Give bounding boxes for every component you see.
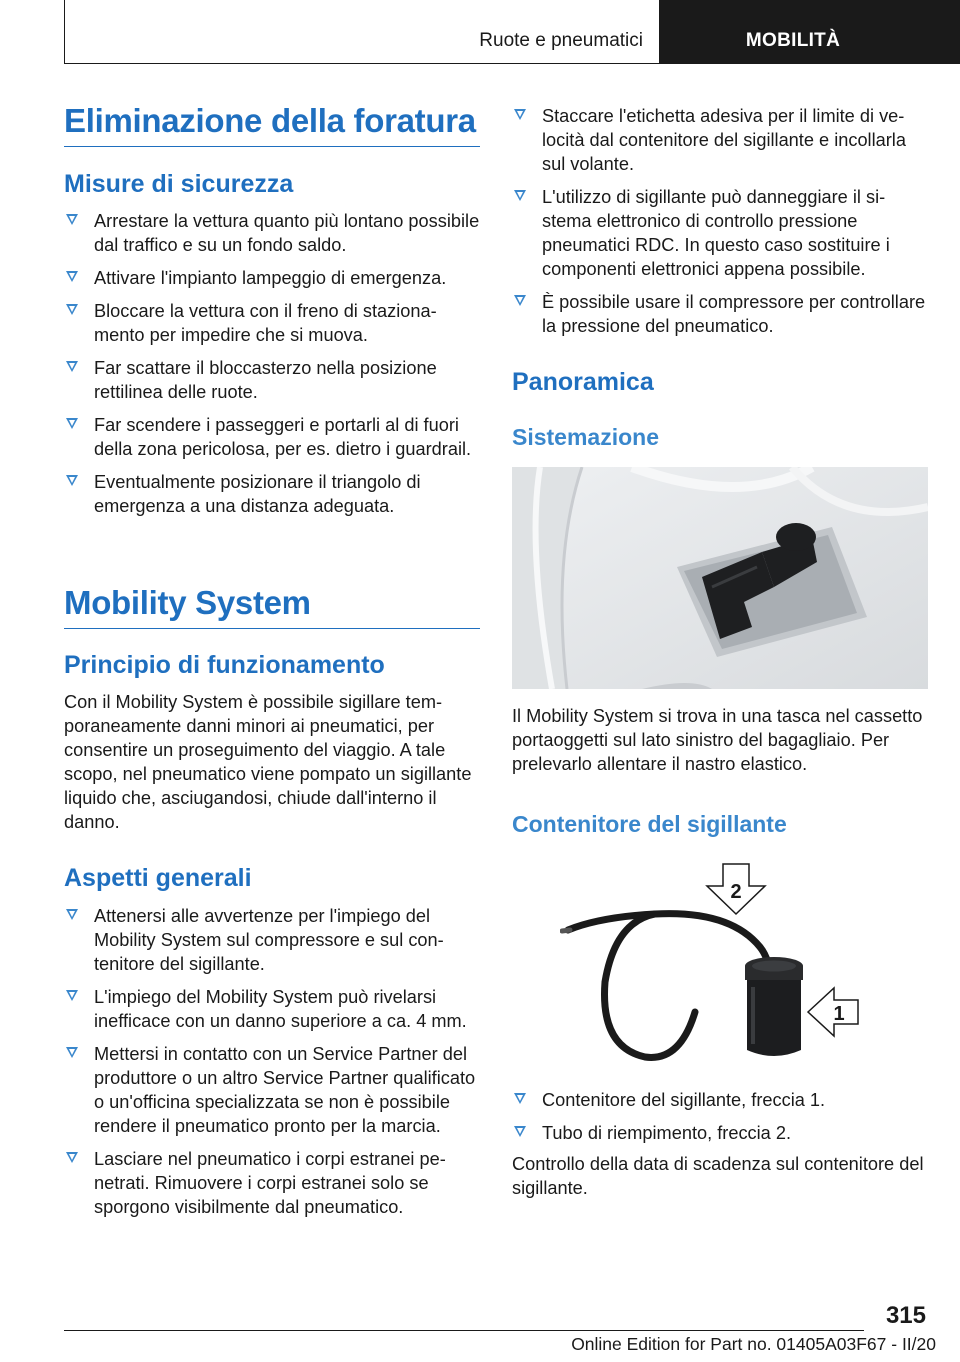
subheading-sicurezza: Misure di sicurezza [64, 170, 294, 198]
section-title: Ruote e pneumatici [479, 30, 643, 51]
bullet-triangle-icon [66, 214, 78, 225]
bullet-triangle-icon [66, 418, 78, 429]
storage-compartment-photo [512, 467, 928, 689]
subheading-contenitore: Contenitore del sigillante [512, 811, 787, 837]
bullet-triangle-icon [514, 295, 526, 306]
svg-text:2: 2 [730, 881, 742, 903]
list-item: Bloccare la vettura con il freno di stazionamento per impedire che si muova. [64, 299, 480, 347]
container-list [512, 1088, 928, 1154]
list-item: L'impiego del Mobility System può rivelarsi inefficace con un danno superiore a ca. 4 mm. [64, 985, 480, 1033]
bullet-triangle-icon [514, 109, 526, 120]
safety-list [64, 209, 480, 527]
list-item: Attenersi alle avvertenze per l'impiego del Mobility System sul compressore e sul contenitore del sigillante. [64, 904, 480, 976]
list-item: Staccare l'etichetta adesiva per il limite di velocità dal contenitore del sigillante e incollarla sul volante. [512, 104, 928, 176]
section-heading-foratura: Eliminazione della foratura [64, 102, 480, 147]
header-frame [64, 0, 660, 64]
principle-paragraph: Con il Mobility System è possibile sigillare temporaneamente danni minori ai pneumatici, per consentire un proseguimento del viaggio. A tale scopo, nel pneumatico viene pompato un sigillante liquido che, asciugandosi, chiude dall'interno il danno. [64, 692, 472, 832]
list-item: Arrestare la vettura quanto più lontano possibile dal traffico e su un fondo saldo. [64, 209, 480, 257]
bullet-triangle-icon [514, 1126, 526, 1137]
arrow-2-icon [707, 864, 765, 914]
list-item: Far scattare il bloccasterzo nella posizione rettilinea delle ruote. [64, 356, 480, 404]
list-item: Attivare l'impianto lampeggio di emergenza. [64, 266, 480, 290]
container-paragraph: Controllo della data di scadenza sul contenitore del sigillante. [512, 1154, 924, 1198]
sealant-container-illustration [560, 862, 880, 1068]
subheading-aspetti: Aspetti generali [64, 864, 252, 892]
list-item: Mettersi in contatto con un Service Partner del produttore o un altro Service Partner qualificato o un'officina specializzata se non è possibile rendere il pneumatico pronto per la marcia. [64, 1042, 480, 1138]
bullet-triangle-icon [514, 190, 526, 201]
bullet-triangle-icon [66, 1152, 78, 1163]
list-item: Tubo di riempimento, freccia 2. [512, 1121, 928, 1145]
subheading-sistemazione: Sistemazione [512, 424, 659, 450]
list-item: È possibile usare il compressore per controllare la pressione del pneumatico. [512, 290, 928, 338]
bullet-triangle-icon [66, 304, 78, 315]
list-item: L'utilizzo di sigillante può danneggiare il sistema elettronico di controllo pressione pneumatici RDC. In questo caso sostituire i componenti elettronici appena possibile. [512, 185, 928, 281]
location-paragraph: Il Mobility System si trova in una tasca nel cassetto portaoggetti sul lato sinistro del bagagliaio. Per prelevarlo allentare il nastro elastico. [512, 706, 923, 774]
subheading-panoramica: Panoramica [512, 368, 654, 396]
bullet-triangle-icon [66, 475, 78, 486]
bullet-triangle-icon [66, 361, 78, 372]
continued-list [512, 104, 928, 347]
section-heading-mobility: Mobility System [64, 584, 480, 629]
arrow-1-icon [808, 988, 858, 1036]
bullet-triangle-icon [66, 1047, 78, 1058]
bullet-triangle-icon [514, 1093, 526, 1104]
svg-text:1: 1 [833, 1003, 845, 1025]
footer-rule [64, 1330, 864, 1331]
list-item: Contenitore del sigillante, freccia 1. [512, 1088, 928, 1112]
edition-note: Online Edition for Part no. 01405A03F67 - II/20 [571, 1334, 936, 1354]
bullet-triangle-icon [66, 271, 78, 282]
bullet-triangle-icon [66, 909, 78, 920]
chapter-title: MOBILITÀ [745, 30, 841, 51]
chapter-tab [660, 0, 960, 64]
bullet-triangle-icon [66, 990, 78, 1001]
page-number: 315 [885, 1302, 926, 1329]
list-item: Far scendere i passeggeri e portarli al di fuori della zona pericolosa, per es. dietro i guardrail. [64, 413, 480, 461]
subheading-principio: Principio di funzionamento [64, 651, 385, 679]
list-item: Eventualmente posizionare il triangolo di emergenza a una distanza adeguata. [64, 470, 480, 518]
general-list [64, 904, 480, 1228]
list-item: Lasciare nel pneumatico i corpi estranei penetrati. Rimuovere i corpi estranei solo se sporgono visibilmente dal pneumatico. [64, 1147, 480, 1219]
